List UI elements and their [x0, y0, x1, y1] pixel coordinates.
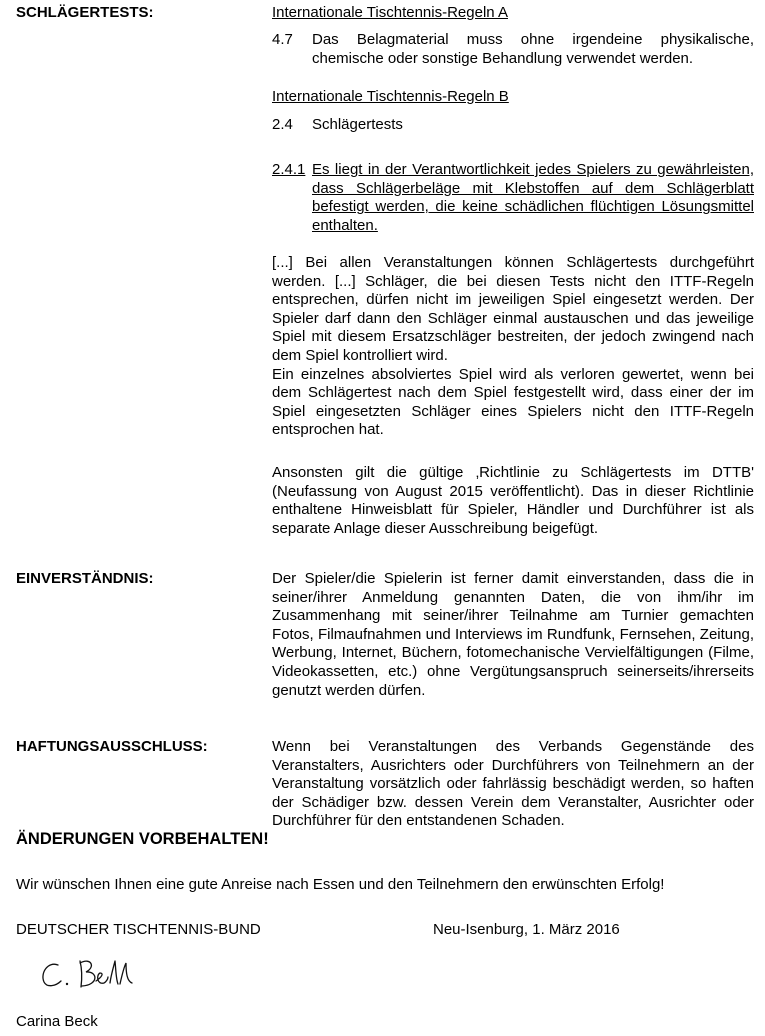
signature-graphic — [36, 955, 146, 997]
closing-text: Wir wünschen Ihnen eine gute Anreise nach Essen und den Teilnehmern den erwünschten Erfolg! — [16, 876, 665, 893]
signature — [36, 955, 146, 997]
liability-text: Wenn bei Veranstaltungen des Verbands Gegenstände des Veranstalters, Ausrichters oder Durchführers von Teilnehmern an der Veranstaltung vorsätzlich oder fahrlässig beschädigt werden, so haften der Schädiger bzw. dessen Verein dem Veranstalter, Ausrichter oder Durchführer für den entstandenen Schaden. — [272, 738, 754, 830]
signer-name: Carina Beck — [16, 1013, 98, 1030]
paragraph-tests-text: [...] Bei allen Veranstaltungen können Schlägertests durchgeführt werden. [...] Schläger, die bei diesen Tests nicht den ITTF-Regeln entsprechen, dürfen nicht im jeweiligen Spiel eingesetzt werden. Der Spieler darf dann den Schläger einmal austauschen und das jeweilige Spiel mit diesem Ersatzschläger bestreiten, der jedoch zwingend nach dem Spiel kontrolliert wird. — [272, 254, 754, 364]
rule-number: 2.4 — [272, 116, 293, 133]
paragraph-tests — [272, 254, 754, 440]
place-date: Neu-Isenburg, 1. März 2016 — [433, 921, 620, 938]
rule-text: Das Belagmaterial muss ohne irgendeine physikalische, chemische oder sonstige Behandlung verwendet werden. — [312, 31, 754, 67]
section-label-liability: HAFTUNGSAUSSCHLUSS: — [16, 738, 208, 755]
rule-text: Es liegt in der Verantwortlichkeit jedes Spielers zu gewährleisten, dass Schlägerbeläge mit Klebstoffen auf dem Schlägerblatt befestigt werden, die keine schädlichen flüchtigen Lösungsmittel enthalten. — [312, 161, 754, 234]
organization-name: DEUTSCHER TISCHTENNIS-BUND — [16, 921, 261, 938]
consent-text: Der Spieler/die Spielerin ist ferner damit einverstanden, dass die in seiner/ihrer Anmeldung genannten Daten, die von ihm/ihr im Zusammenhang mit seiner/ihrer Teilnahme am Turnier gemachten Fotos, Filmaufnahmen und Interviews im Rundfunk, Fernsehen, Zeitung, Werbung, Internet, Büchern, fotomechanische Vervielfältigungen (Filme, Videokassetten, etc.) ohne Vergütungsanspruch seinerseits/ihrerseits genutzt werden dürfen. — [272, 570, 754, 699]
rules-b-heading: Internationale Tischtennis-Regeln B — [272, 88, 509, 105]
paragraph-guideline: Ansonsten gilt die gültige ‚Richtlinie zu Schlägertests im DTTB' (Neufassung von August 2015 veröffentlicht). Das in dieser Richtlinie enthaltene Hinweisblatt für Spieler, Händler und Durchführer ist als separate Anlage dieser Ausschreibung beigefügt. — [272, 464, 754, 537]
section-label-consent: EINVERSTÄNDNIS: — [16, 570, 154, 587]
rule-4-7 — [272, 31, 754, 68]
rule-2-4 — [272, 116, 754, 135]
section-label-racket-tests: SCHLÄGERTESTS: — [16, 4, 154, 21]
rule-2-4-1 — [272, 161, 754, 235]
changes-reserved-heading: ÄNDERUNGEN VORBEHALTEN! — [16, 830, 269, 848]
rules-a-heading: Internationale Tischtennis-Regeln A — [272, 4, 508, 21]
rule-number: 4.7 — [272, 31, 293, 48]
rule-number: 2.4.1 — [272, 161, 306, 178]
paragraph-lost-text: Ein einzelnes absolviertes Spiel wird als verloren gewertet, wenn bei dem Schlägertest nach dem Spiel festgestellt wird, dass einer der im Spiel eingesetzten Schläger eines Spielers nicht den ITTF-Regeln entsprochen hat. — [272, 365, 754, 439]
rule-text: Schlägertests — [312, 116, 403, 133]
